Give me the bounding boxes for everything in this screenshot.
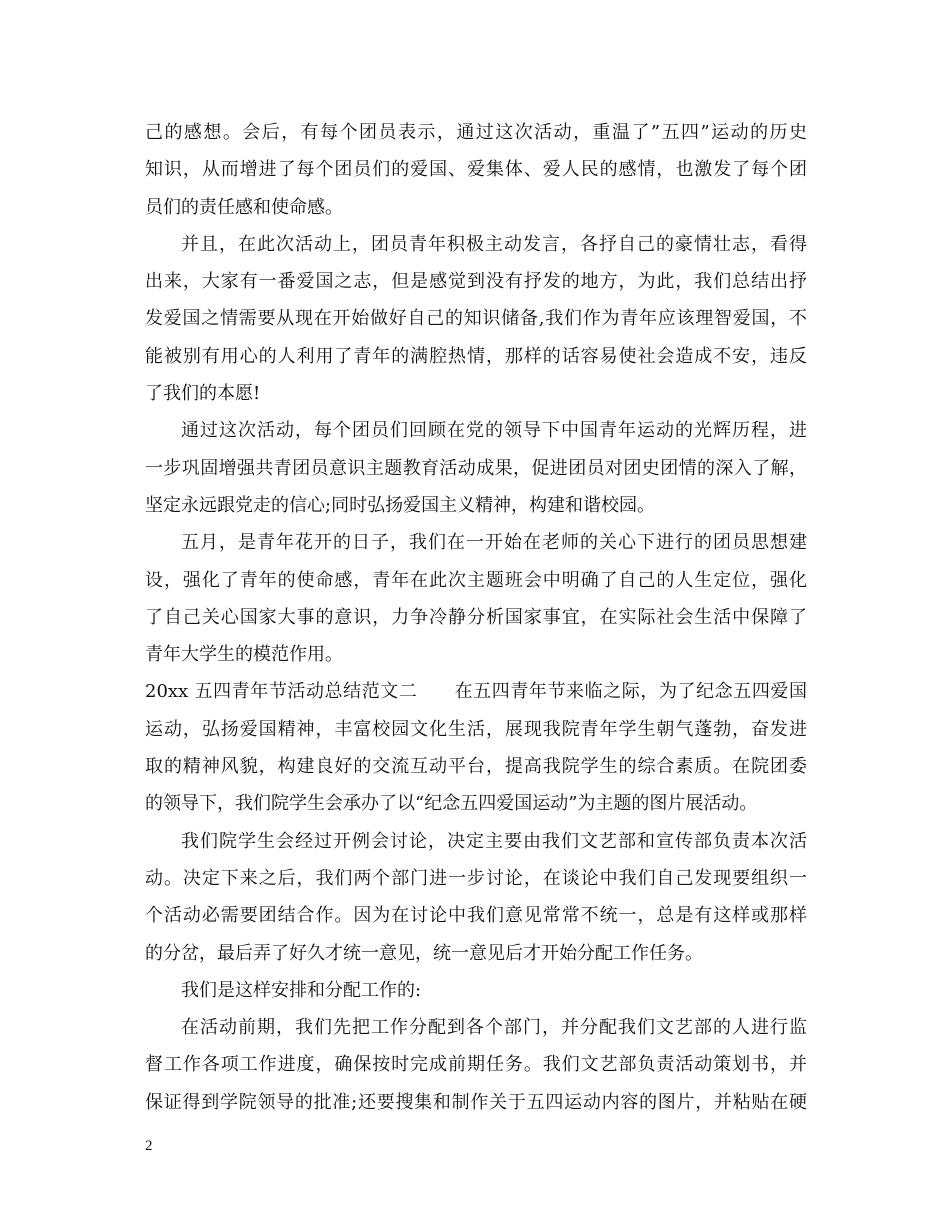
text-line: 的领导下，我们院学生会承办了以“纪念五四爱国运动”为主题的图片展活动。 bbox=[145, 793, 758, 815]
text-line: 动。决定下来之后，我们两个部门进一步讨论，在谈论中我们自己发现要组织一 bbox=[145, 867, 807, 889]
text-line: 我们院学生会经过开例会讨论，决定主要由我们文艺部和宣传部负责本次活 bbox=[181, 830, 807, 852]
text-line: 五月，是青年花开的日子，我们在一开始在老师的关心下进行的团员思想建 bbox=[181, 532, 807, 554]
text-line: 在活动前期，我们先把工作分配到各个部门，并分配我们文艺部的人进行监 bbox=[181, 1017, 807, 1039]
text-line: 取的精神风貌，构建良好的交流互动平台，提高我院学生的综合素质。在院团委 bbox=[145, 756, 807, 778]
text-line: 员们的责任感和使命感。 bbox=[145, 196, 343, 218]
text-line: 了自己关心国家大事的意识，力争冷静分析国家事宜，在实际社会生活中保障了 bbox=[145, 606, 807, 628]
text-line: 一步巩固增强共青团员意识主题教育活动成果，促进团员对团史团情的深入了解， bbox=[145, 457, 807, 479]
text-line: 运动，弘扬爱国精神，丰富校园文化生活，展现我院青年学生朝气蓬勃，奋发进 bbox=[145, 718, 807, 740]
page-number: 2 bbox=[145, 1138, 153, 1154]
text-line: 通过这次活动，每个团员们回顾在党的领导下中国青年运动的光辉历程，进 bbox=[181, 420, 807, 442]
text-line: 的分岔，最后弄了好久才统一意见，统一意见后才开始分配工作任务。 bbox=[145, 942, 703, 964]
text-line: 发爱国之情需要从现在开始做好自己的知识储备,我们作为青年应该理智爱国，不 bbox=[145, 308, 807, 330]
text-line: 我们是这样安排和分配工作的: bbox=[181, 979, 422, 1001]
text-line: 己的感想。会后，有每个团员表示，通过这次活动，重温了”五四”运动的历史 bbox=[145, 122, 807, 143]
text-line: 20xx 五四青年节活动总结范文二 在五四青年节来临之际，为了纪念五四爱国 bbox=[145, 681, 807, 703]
text-line: 知识，从而增进了每个团员们的爱国、爱集体、爱人民的感情，也激发了每个团 bbox=[145, 159, 807, 181]
text-line: 青年大学生的模范作用。 bbox=[145, 644, 343, 666]
text-line: 保证得到学院领导的批准;还要搜集和制作关于五四运动内容的图片，并粘贴在硬 bbox=[145, 1091, 807, 1113]
text-line: 个活动必需要团结合作。因为在讨论中我们意见常常不统一，总是有这样或那样 bbox=[145, 905, 807, 927]
text-line: 了我们的本愿! bbox=[145, 383, 261, 405]
document-body bbox=[145, 114, 807, 1121]
text-line: 设，强化了青年的使命感，青年在此次主题班会中明确了自己的人生定位，强化 bbox=[145, 569, 807, 591]
text-line: 能被别有用心的人利用了青年的满腔热情，那样的话容易使社会造成不安，违反 bbox=[145, 345, 807, 367]
text-line: 督工作各项工作进度，确保按时完成前期任务。我们文艺部负责活动策划书，并 bbox=[145, 1054, 807, 1076]
text-line: 出来，大家有一番爱国之志，但是感觉到没有抒发的地方，为此，我们总结出抒 bbox=[145, 271, 807, 293]
text-line: 坚定永远跟党走的信心;同时弘扬爱国主义精神，构建和谐校园。 bbox=[145, 494, 656, 516]
text-line: 并且，在此次活动上，团员青年积极主动发言，各抒自己的豪情壮志，看得 bbox=[181, 233, 807, 255]
